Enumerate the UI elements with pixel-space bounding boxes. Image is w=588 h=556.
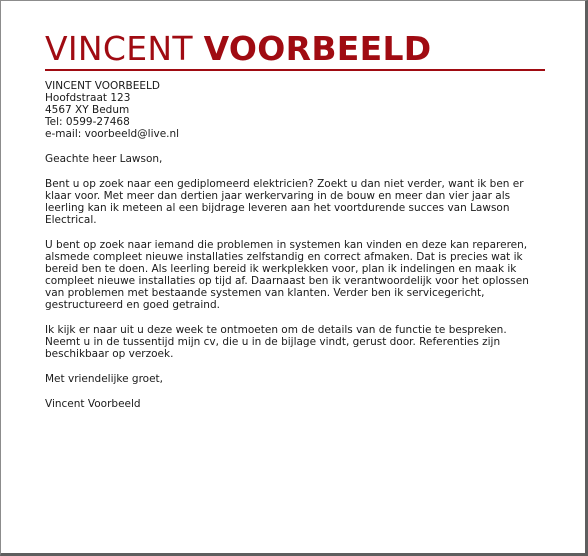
letter-body	[45, 80, 545, 410]
paragraph-line: klaar voor. Met meer dan dertien jaar werkervaring in de bouw en meer dan vier jaar als	[45, 190, 511, 202]
paragraph-2	[45, 239, 545, 311]
sender-name: VINCENT VOORBEELD	[45, 80, 160, 92]
paragraph-line: Bent u op zoek naar een gediplomeerd elektricien? Zoekt u dan niet verder, want ik ben er	[45, 178, 524, 190]
letterhead-last-name: VOORBEELD	[203, 29, 432, 68]
closing: Met vriendelijke groet,	[45, 373, 164, 385]
paragraph-line: leerling kan ik meteen al een bijdrage leveren aan het voortdurende succes van Lawson	[45, 202, 510, 214]
sender-phone: Tel: 0599-27468	[45, 116, 130, 128]
paragraph-line: alsmede compleet nieuwe installaties zelfstandig en correct afmaken. Dat is precies wat ik	[45, 251, 523, 263]
paragraph-line: compleet nieuwe installaties op tijd af. Daarnaast ben ik verantwoordelijk voor het oplossen	[45, 275, 529, 287]
sender-street: Hoofdstraat 123	[45, 92, 131, 104]
paragraph-line: Neemt u in de tussentijd mijn cv, die u in de bijlage vindt, gerust door. Referenties zijn	[45, 336, 501, 348]
signature-name: Vincent Voorbeeld	[45, 398, 141, 410]
letterhead-name	[45, 29, 431, 69]
letterhead-rule	[45, 69, 545, 71]
paragraph-line: bereid ben te doen. Als leerling bereid ik werkplekken voor, plan ik indelingen en maak ik	[45, 263, 517, 275]
sender-address	[45, 80, 545, 140]
paragraph-line: Ik kijk er naar uit u deze week te ontmoeten om de details van de functie te bespreken.	[45, 324, 507, 336]
letterhead-first-name: VINCENT	[45, 29, 193, 68]
paragraph-1	[45, 178, 545, 226]
salutation: Geachte heer Lawson,	[45, 153, 163, 165]
paragraph-line: beschikbaar op verzoek.	[45, 348, 174, 360]
paragraph-line: gestructureerd en goed getraind.	[45, 299, 220, 311]
sender-email: e-mail: voorbeeld@live.nl	[45, 128, 180, 140]
sender-city: 4567 XY Bedum	[45, 104, 130, 116]
paragraph-line: Electrical.	[45, 214, 97, 226]
paragraph-line: van problemen met bestaande systemen van klanten. Verder ben ik servicegericht,	[45, 287, 485, 299]
paragraph-3	[45, 324, 545, 360]
paragraph-line: U bent op zoek naar iemand die problemen in systemen kan vinden en deze kan repareren,	[45, 239, 528, 251]
